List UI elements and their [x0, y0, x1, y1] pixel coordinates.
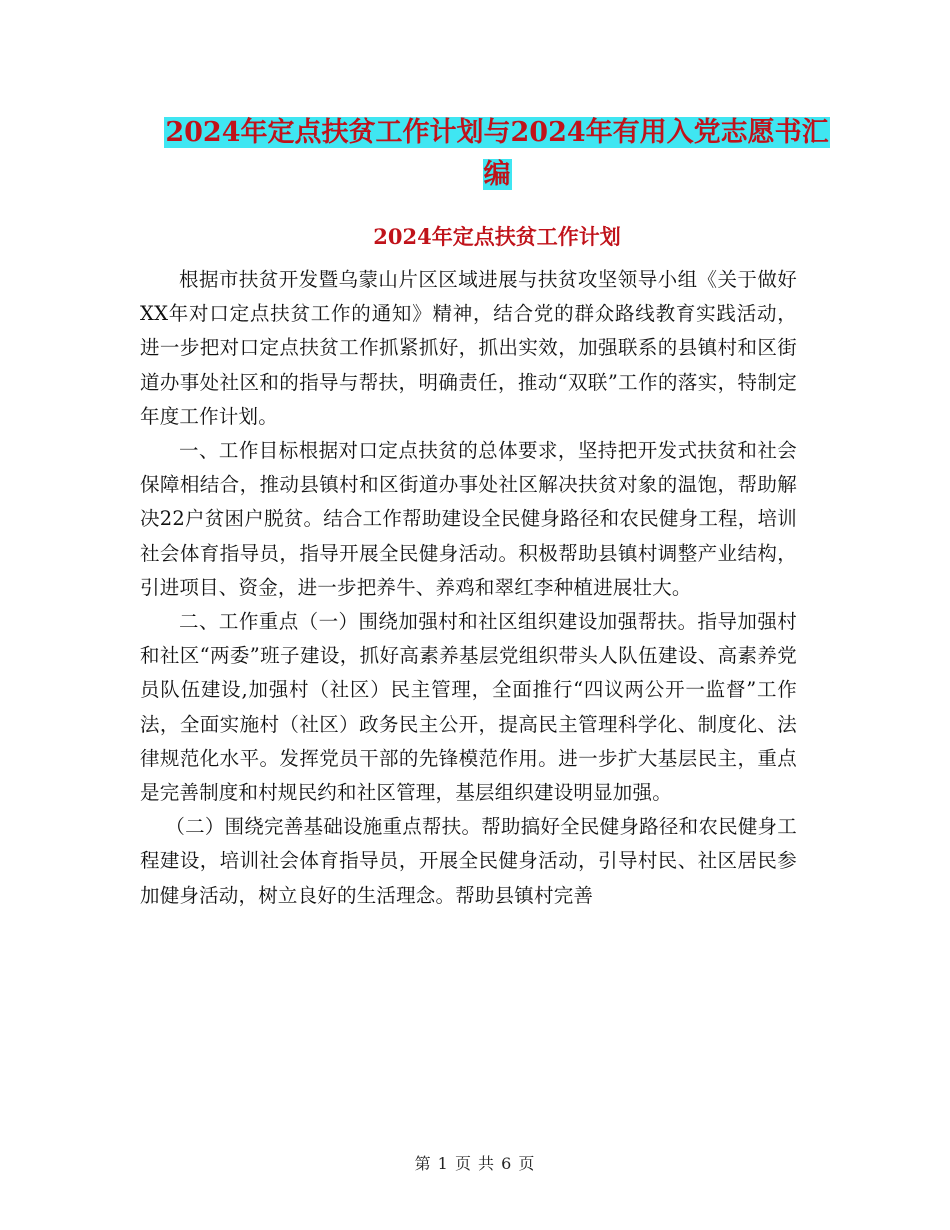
section-title: 2024年定点扶贫工作计划	[373, 224, 621, 249]
document-body	[140, 263, 797, 913]
paragraph-goals: 一、工作目标根据对口定点扶贫的总体要求，坚持把开发式扶贫和社会保障相结合，推动县镇村和区街道办事处社区解决扶贫对象的温饱，帮助解决22户贫困户脱贫。结合工作帮助建设全民健身路径和农民健身工程，培训社会体育指导员，指导开展全民健身活动。积极帮助县镇村调整产业结构，引进项目、资金，进一步把养牛、养鸡和翠红李种植进展壮大。	[140, 439, 797, 599]
document-title-line1: 2024年定点扶贫工作计划与2024年有用入党志愿书汇	[165, 117, 829, 148]
paragraph-infrastructure: （二）围绕完善基础设施重点帮扶。帮助搞好全民健身路径和农民健身工程建设，培训社会体育指导员，开展全民健身活动，引导村民、社区居民参加健身活动，树立良好的生活理念。帮助县镇村完善	[140, 815, 797, 907]
paragraph-intro: 根据市扶贫开发暨乌蒙山片区区域进展与扶贫攻坚领导小组《关于做好XX年对口定点扶贫工作的通知》精神，结合党的群众路线教育实践活动，进一步把对口定点扶贫工作抓紧抓好，抓出实效，加强联系的县镇村和区街道办事处社区和的指导与帮扶，明确责任，推动“双联”工作的落实，特制定年度工作计划。	[140, 268, 797, 428]
document-title	[140, 112, 854, 196]
paragraph-focus: 二、工作重点（一）围绕加强村和社区组织建设加强帮扶。指导加强村和社区“两委”班子建设，抓好高素养基层党组织带头人队伍建设、高素养党员队伍建设,加强村（社区）民主管理，全面推行“四议两公开一监督”工作法，全面实施村（社区）政务民主公开，提高民主管理科学化、制度化、法律规范化水平。发挥党员干部的先锋模范作用。进一步扩大基层民主，重点是完善制度和村规民约和社区管理，基层组织建设明显加强。	[140, 610, 797, 805]
document-title-line2: 编	[483, 159, 511, 190]
page-footer: 第 1 页 共 6 页	[414, 1154, 536, 1173]
